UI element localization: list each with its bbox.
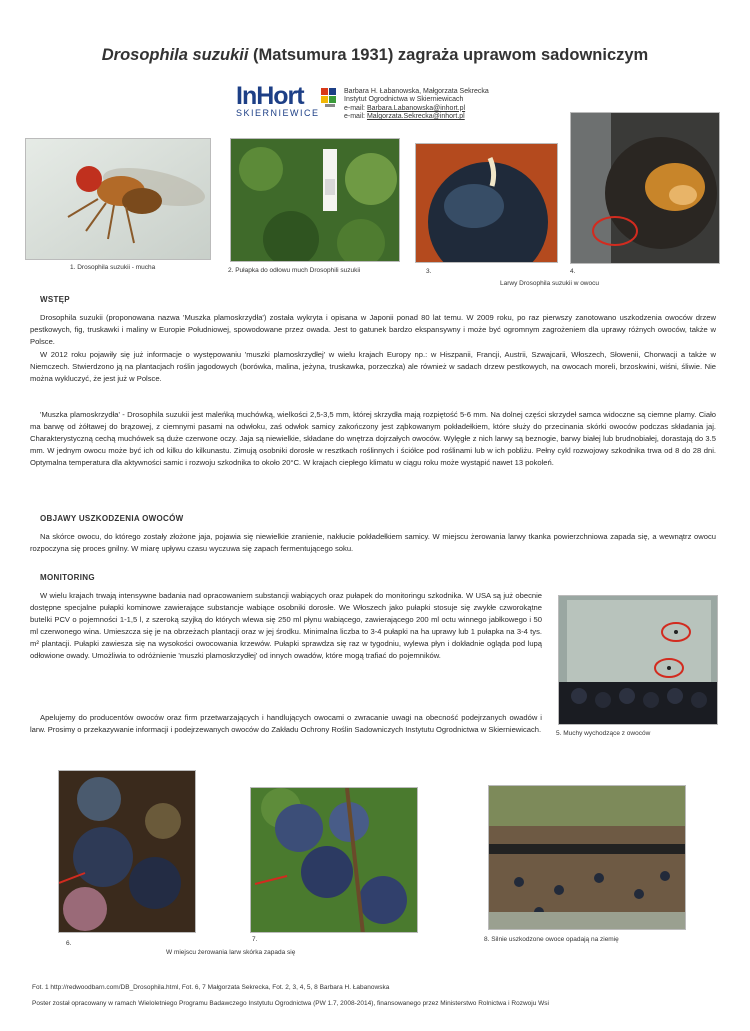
photo-credits: Fot. 1 http://redwoodbarn.com/DB_Drosophila.html, Fot. 6, 7 Małgorzata Sekrecka, Fot. 2, 3, 4, 5, 8 Barbara H. Łabanowska <box>32 984 390 991</box>
photo-berries-cluster <box>58 770 196 933</box>
paragraph-intro-3: 'Muszka plamoskrzydła' - Drosophila suzukii jest maleńką muchówką, wielkości 2,5-3,5 mm, której skrzydła mają rozpiętość 5-6 mm. Na dolnej części skrzydeł samca widoczne są ciemne plamy. Ciało ma barwę od żółtawej do brązowej, z ciemnymi pasami na odwłoku, zaś odwłok samicy zakończony jest ząbkowanym pokładełkiem, które służy do przecinania skórki owoców podczas składania jaj. Charakterystyczną cechą muchówek są duże czerwone oczy. Jaja są niewielkie, składane do wnętrza dojrzałych owoców. Wylęgłe z nich larwy są beznogie, barwy białej lub brudnobiałej, dorastają do 3.5 mm. W jednym owocu może być ich od kilku do kilkunastu. Zimują osobniki dorosłe w resztkach roślinnych i ściółce pod roślinami lub w ich pobliżu. Pełny cykl rozwojowy szkodnika trwa od 8 do 28 dni. Optymalna temperatura dla aktywności samic i rozwoju szkodnika to około 20°C. W krajach ciepłego klimatu w ciągu roku może wystąpić nawet 13 pokoleń. <box>30 410 716 468</box>
photo-trap <box>230 138 400 262</box>
caption-photo-6-7: W miejscu żerowania larw skórka zapada się <box>166 949 296 956</box>
paragraph-monitoring: W wielu krajach trwają intensywne badania nad opracowaniem substancji wabiących oraz pułapek do monitoringu szkodnika. W USA są już obecnie dostępne specjalne pułapki kominowe zawierające substancje wabiące osobniki dorosłe. We Włoszech jako pułapki stosuje się zwykłe czworokątne butelki PCV o pojemności 1-1,5 l, z szeroką szyjką do których wlewa się 250 ml płynu wabiącego, zawierającego 200 ml octu winnego jabłkowego i 50 ml czerwonego wina. Umieszcza się je na obrzeżach plantacji oraz w jej środku. Minimalna liczba to 3-4 pułapki na ha uprawy lub 1 pułapka na 3-4 tys. m² plantacji. Pułapki zawiesza się na wysokości owocowania krzewów. Pułapki sprawdza się raz w tygodniu, wylewa płyn i dokładnie ogląda pod lupą odłowione owady. Umożliwia to odróżnienie 'muszki plamoskrzydłej' od innych owadów, które mogą trafiać do pojemników. <box>30 591 542 661</box>
caption-photo-1: 1. Drosophila suzukii - mucha <box>70 264 156 271</box>
caption-photo-5: 5. Muchy wychodzące z owoców <box>556 730 651 737</box>
caption-photo-4: 4. <box>570 268 576 275</box>
caption-photo-3: 3. <box>426 268 432 275</box>
author-names: Barbara H. Łabanowska, Małgorzata Sekrecka <box>344 88 489 95</box>
logo-wordmark: InHort <box>236 82 304 110</box>
caption-photo-6: 6. <box>66 940 72 947</box>
photo-fly <box>25 138 211 260</box>
section-heading-objawy: OBJAWY USZKODZENIA OWOCÓW <box>40 514 184 523</box>
authors-block: Barbara H. Łabanowska, Małgorzata Sekrecka Instytut Ogrodnictwa w Skierniewicach e-mail: Barbara.Labanowska@inhort.pl e-mail: Malgorzata.Sekrecka@inhort.pl <box>344 88 489 121</box>
photo-berries-damaged <box>250 787 418 933</box>
caption-photo-8: 8. Silnie uszkodzone owoce opadają na ziemię <box>484 936 619 943</box>
logo-subtitle: SKIERNIEWICE <box>236 108 320 118</box>
author-institute: Instytut Ogrodnictwa w Skierniewicach <box>344 96 464 104</box>
caption-photo-2: 2. Pułapka do odłowu much Drosophili suzukii <box>228 267 361 274</box>
email-link-2[interactable]: Malgorzata.Sekrecka@inhort.pl <box>366 113 465 121</box>
paragraph-intro-1: Drosophila suzukii (proponowana nazwa 'Muszka plamoskrzydła') została wykryta i opisana w Japonii ponad 80 lat temu. W 2009 roku, po raz pierwszy zanotowano uszkodzenia owoców drzew pestkowych, fig, truskawki i maliny w Europie Południowej, spowodowane przez owada. Jest to gatunek bardzo ekspansywny i może być ogromnym zagrożeniem dla uprawy różnych owoców, także w Polsce. <box>30 313 716 347</box>
photo-flies-in-trap <box>558 595 718 725</box>
logo-squares <box>321 88 341 108</box>
page-title: Drosophila suzukii (Matsumura 1931) zagraża uprawom sadowniczym <box>101 46 649 64</box>
caption-photo-3-4: Larwy Drosophila suzukii w owocu <box>500 280 599 287</box>
paragraph-appeal: Apelujemy do producentów owoców oraz firm przetwarzających i handlujących owocami o zwracanie uwagi na obecność podejrzanych owadów i larw. Prosimy o przekazywanie informacji i podejrzewanych owoców do Zakładu Ochrony Roślin Sadowniczych Instytutu Ogrodnictwa w Skierniewicach. <box>30 713 542 735</box>
section-heading-wstep: WSTĘP <box>40 295 70 304</box>
paragraph-symptoms: Na skórce owocu, do którego zostały złożone jaja, pojawia się niewielkie zranienie, nakłucie pokładełkiem samicy. W miejscu żerowania larwy tkanka powierzchniowa zapada się, a wewnątrz owocu rozpoczyna się proces gnilny. W miarę upływu czasu wyczuwa się zapach fermentującego soku. <box>30 532 716 554</box>
photo-fallen-fruit <box>488 785 686 930</box>
photo-berry-larva <box>415 143 558 263</box>
email-link-1[interactable]: Barbara.Labanowska@inhort.pl <box>366 104 466 112</box>
section-heading-monitoring: MONITORING <box>40 573 95 582</box>
photo-fruit-larva <box>570 112 720 264</box>
caption-photo-7: 7. <box>252 936 258 943</box>
paragraph-intro-2: W 2012 roku pojawiły się już informacje o występowaniu 'muszki plamoskrzydłej' w wielu krajach Europy np.: w Hiszpanii, Francji, Austrii, Szwajcarii, Włoszech, Słowenii, Chorwacji a także w Niemczech. Stwierdzono ją na plantacjach roślin jagodowych (borówka, malina, jeżyna, truskawka, porzeczka) ale również w sadach drzew pestkowych, na owocach moreli, brzoskwini, wiśni, śliwie. Nie można wykluczyć, że jest już w Polsce. <box>30 350 716 384</box>
funding-note: Poster został opracowany w ramach Wieloletniego Programu Badawczego Instytutu Ogrodnictwa (PW 1.7, 2008-2014), finansowanego przez Ministerstwo Rolnictwa i Rozwoju Wsi <box>32 1000 549 1007</box>
